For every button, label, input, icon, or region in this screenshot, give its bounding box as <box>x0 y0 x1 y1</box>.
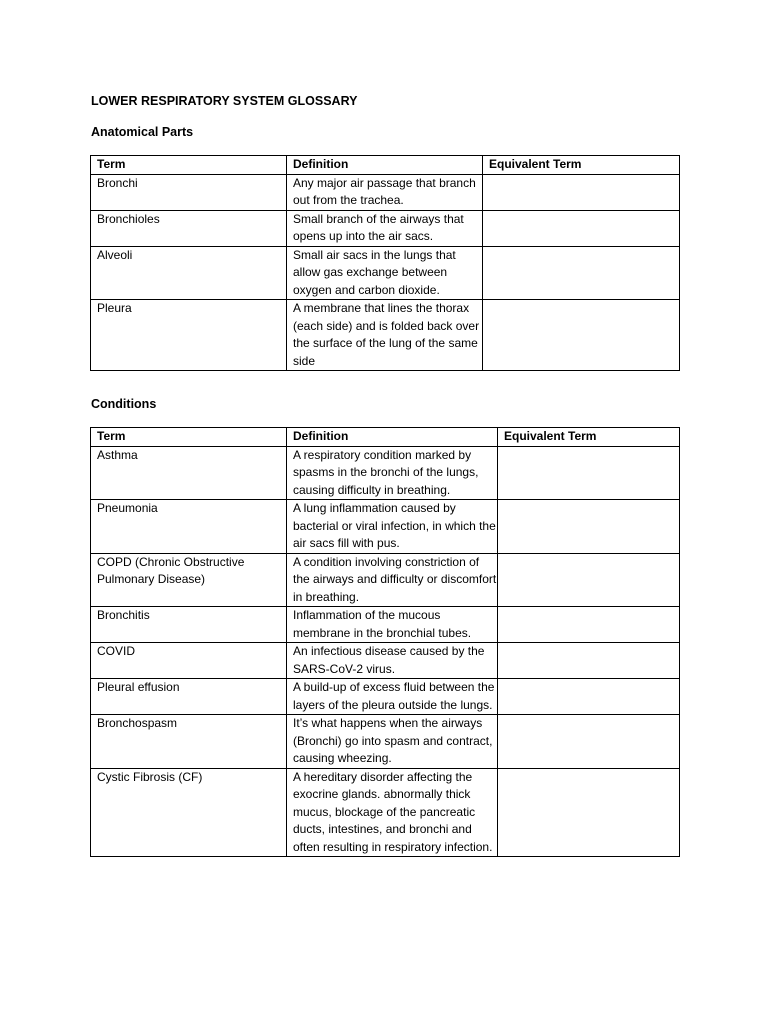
definition-cell: A membrane that lines the thorax (each side) and is folded back over the surface of the lung of the same side <box>287 300 483 371</box>
equivalent-term-cell[interactable] <box>483 210 680 246</box>
column-header-equivalent-term: Equivalent Term <box>498 428 680 447</box>
term-cell: Pleural effusion <box>91 679 287 715</box>
table-row <box>91 643 680 679</box>
term-cell: Pneumonia <box>91 500 287 554</box>
column-header-equivalent-term: Equivalent Term <box>483 156 680 175</box>
table-row <box>91 446 680 500</box>
term-cell: Bronchitis <box>91 607 287 643</box>
conditions-table <box>90 427 680 857</box>
equivalent-term-cell[interactable] <box>498 553 680 607</box>
page-title: LOWER RESPIRATORY SYSTEM GLOSSARY <box>91 94 358 108</box>
definition-cell: Small branch of the airways that opens up into the air sacs. <box>287 210 483 246</box>
table-row <box>91 768 680 857</box>
term-cell: Pleura <box>91 300 287 371</box>
equivalent-term-cell[interactable] <box>483 246 680 300</box>
equivalent-term-cell[interactable] <box>498 643 680 679</box>
equivalent-term-cell[interactable] <box>498 768 680 857</box>
definition-cell: A respiratory condition marked by spasms in the bronchi of the lungs, causing difficulty in breathing. <box>287 446 498 500</box>
definition-cell: An infectious disease caused by the SARS-CoV-2 virus. <box>287 643 498 679</box>
term-cell: Cystic Fibrosis (CF) <box>91 768 287 857</box>
definition-cell: It’s what happens when the airways (Bronchi) go into spasm and contract, causing wheezing. <box>287 715 498 769</box>
term-cell: Bronchospasm <box>91 715 287 769</box>
definition-cell: Any major air passage that branch out from the trachea. <box>287 174 483 210</box>
equivalent-term-cell[interactable] <box>498 446 680 500</box>
anatomical-parts-table <box>90 155 680 371</box>
column-header-definition: Definition <box>287 428 498 447</box>
table-row <box>91 553 680 607</box>
equivalent-term-cell[interactable] <box>498 715 680 769</box>
term-cell: Alveoli <box>91 246 287 300</box>
table-row <box>91 500 680 554</box>
table-row <box>91 607 680 643</box>
section-heading-anatomical-parts: Anatomical Parts <box>91 125 194 139</box>
table-row <box>91 210 680 246</box>
table-header-row <box>91 428 680 447</box>
section-heading-conditions: Conditions <box>91 397 157 411</box>
equivalent-term-cell[interactable] <box>498 607 680 643</box>
definition-cell: A build-up of excess fluid between the layers of the pleura outside the lungs. <box>287 679 498 715</box>
term-cell: Bronchi <box>91 174 287 210</box>
equivalent-term-cell[interactable] <box>498 500 680 554</box>
equivalent-term-cell[interactable] <box>498 679 680 715</box>
table-row <box>91 174 680 210</box>
equivalent-term-cell[interactable] <box>483 174 680 210</box>
table-row <box>91 300 680 371</box>
definition-cell: Small air sacs in the lungs that allow gas exchange between oxygen and carbon dioxide. <box>287 246 483 300</box>
definition-cell: A hereditary disorder affecting the exocrine glands. abnormally thick mucus, blockage of the pancreatic ducts, intestines, and bronchi and often resulting in respiratory infection. <box>287 768 498 857</box>
column-header-term: Term <box>91 156 287 175</box>
definition-cell: A condition involving constriction of the airways and difficulty or discomfort in breathing. <box>287 553 498 607</box>
table-row <box>91 679 680 715</box>
term-cell: COVID <box>91 643 287 679</box>
column-header-term: Term <box>91 428 287 447</box>
equivalent-term-cell[interactable] <box>483 300 680 371</box>
definition-cell: Inflammation of the mucous membrane in the bronchial tubes. <box>287 607 498 643</box>
table-row <box>91 715 680 769</box>
table-header-row <box>91 156 680 175</box>
table-row <box>91 246 680 300</box>
term-cell: COPD (Chronic Obstructive Pulmonary Disease) <box>91 553 287 607</box>
term-cell: Asthma <box>91 446 287 500</box>
term-cell: Bronchioles <box>91 210 287 246</box>
definition-cell: A lung inflammation caused by bacterial or viral infection, in which the air sacs fill with pus. <box>287 500 498 554</box>
column-header-definition: Definition <box>287 156 483 175</box>
